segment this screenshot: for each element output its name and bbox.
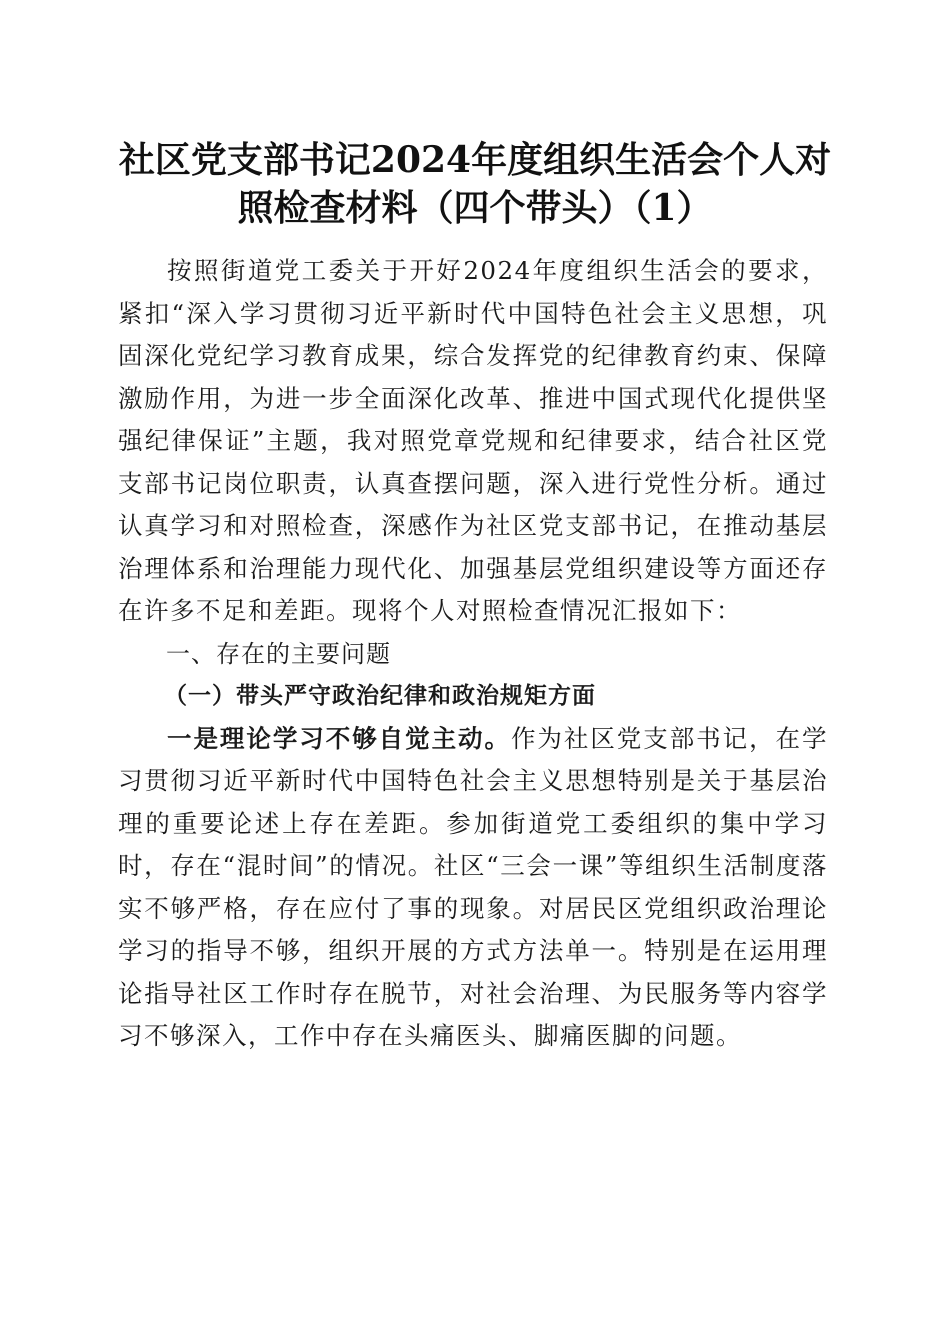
intro-paragraph: 按照街道党工委关于开好2024年度组织生活会的要求，紧扣“深入学习贯彻习近平新时代中国特色社会主义思想，巩固深化党纪学习教育成果，综合发挥党的纪律教育约束、保障激励作用，为进一步全面深化改革、推进中国式现代化提供坚强纪律保证”主题，我对照党章党规和纪律要求，结合社区党支部书记岗位职责，认真查摆问题，深入进行党性分析。通过认真学习和对照检查，深感作为社区党支部书记，在推动基层治理体系和治理能力现代化、加强基层党组织建设等方面还存在许多不足和差距。现将个人对照检查情况汇报如下： [118, 256, 828, 625]
document-title [90, 136, 860, 232]
subsection-heading-political-discipline: （一）带头严守政治纪律和政治规矩方面 [164, 682, 596, 709]
section-heading-main-problems: 一、存在的主要问题 [166, 639, 391, 668]
point-paragraph-1 [118, 718, 828, 1058]
point-1-text: 作为社区党支部书记，在学习贯彻习近平新时代中国特色社会主义思想特别是关于基层治理的重要论述上存在差距。参加街道党工委组织的集中学习时，存在“混时间”的情况。社区“三会一课”等组织生活制度落实不够严格，存在应付了事的现象。对居民区党组织政治理论学习的指导不够，组织开展的方式方法单一。特别是在运用理论指导社区工作时存在脱节，对社会治理、为民服务等内容学习不够深入，工作中存在头痛医头、脚痛医脚的问题。 [118, 723, 829, 1050]
title-line-1: 社区党支部书记2024年度组织生活会个人对 [118, 139, 832, 181]
title-line-2: 照检查材料（四个带头）（1） [237, 187, 713, 229]
document-body [118, 250, 828, 1058]
point-1-lead: 一是理论学习不够自觉主动。 [167, 723, 511, 753]
